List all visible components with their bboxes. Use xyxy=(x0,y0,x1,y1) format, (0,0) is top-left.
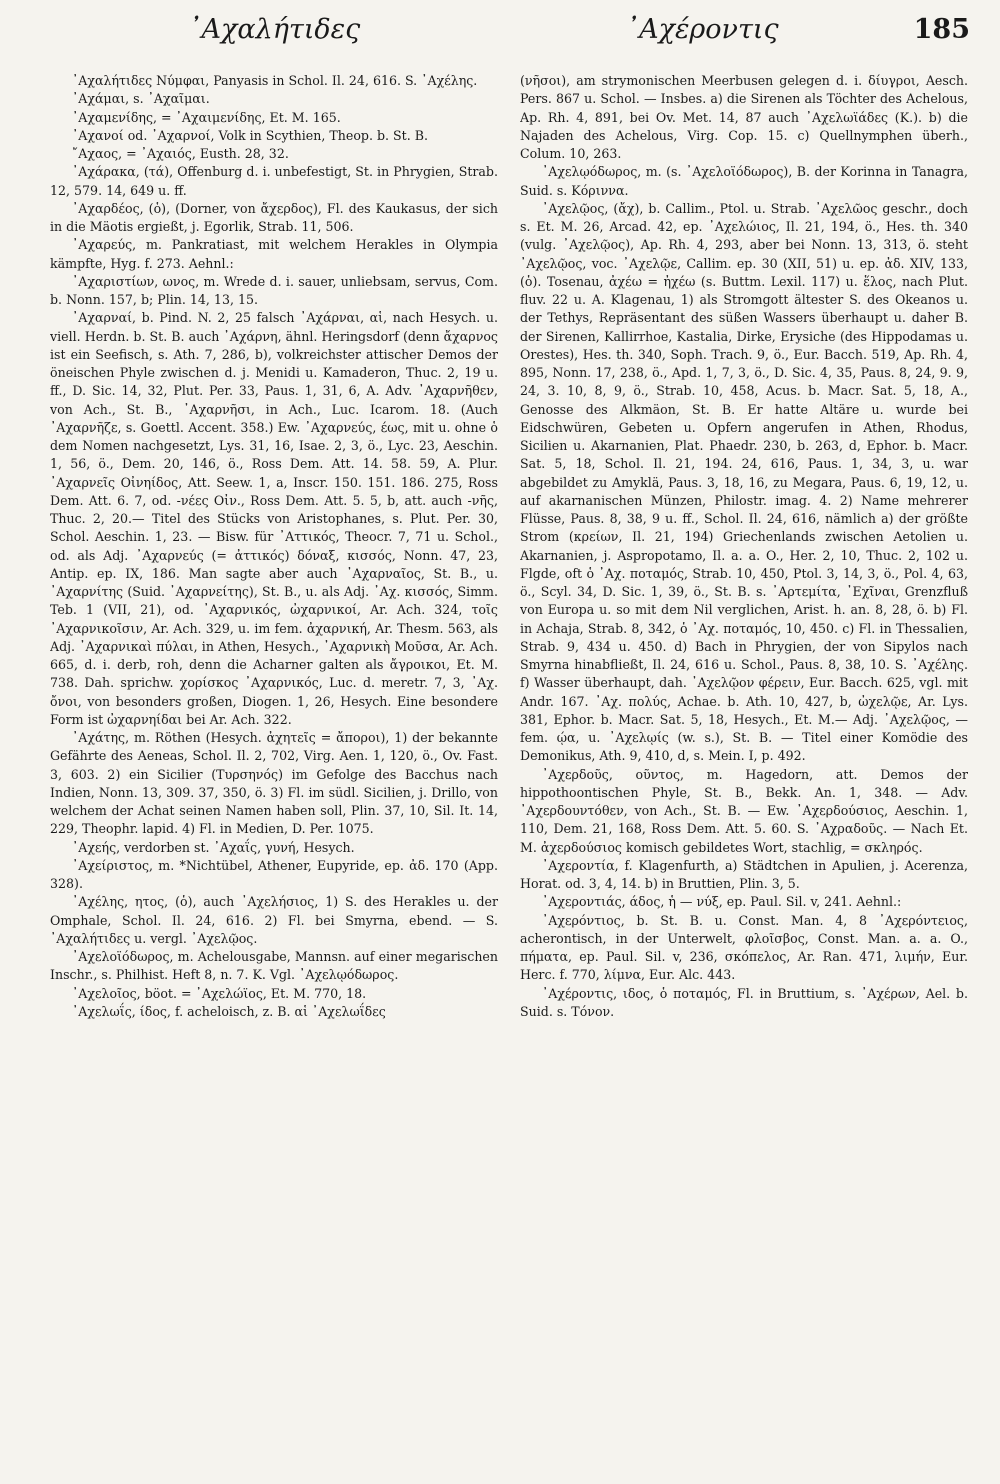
left-column xyxy=(50,72,498,1476)
dictionary-entry: ᾿Αχέλης, ητος, (ὁ), auch ᾿Αχελήσιος, 1) S. des Herakles u. der Omphale, Schol. Il. 24, 616. 2) Fl. bei Smyrna, ebend. — S. ᾿Αχαλήτιδες u. vergl. ᾿Αχελῷος. xyxy=(50,894,498,946)
header-left-catchword: ᾿Αχαλήτιδες xyxy=(188,14,361,45)
dictionary-entry: ᾿Αχεής, verdorben st. ᾿Αχαΐς, γυνή, Hesych. xyxy=(72,839,355,855)
page-number: 185 xyxy=(913,14,970,45)
dictionary-entry: ᾿Αχαρναί, b. Pind. N. 2, 25 falsch ᾿Αχάρναι, αἱ, nach Hesych. u. viell. Herdn. b. St. B. auch ᾿Αχάρνη, ähnl. Heringsdorf (denn ἄχαρνος ist ein Seefisch, s. Ath. 7, 286, b), volkreichster attischer Demos der öneischen Phyle zwischen d. j. Menidi u. Kamaderon, Thuc. 2, 19 u. ff., D. Sic. 14, 32, Plut. Per. 33, Paus. 1, 31, 6, A. Adv. ᾿Αχαρνῆθεν, von Ach., St. B., ᾿Αχαρνῆσι, in Ach., Luc. Icarom. 18. (Auch ᾿Αχαρνῆζε, s. Goettl. Accent. 358.) Ew. ᾿Αχαρνεύς, έως, mit u. ohne ὁ dem Nomen nachgesetzt, Lys. 31, 16, Isae. 2, 3, ö., Lyc. 23, Aeschin. 1, 56, ö., Dem. 20, 146, ö., Ross Dem. Att. 14. 58. 59, A. Plur. ᾿Αχαρνεῖς Οἰνηίδος, Att. Seew. 1, a, Inscr. 150. 151. 186. 275, Ross Dem. Att. 6. 7, od. -νέες Οἰν., Ross Dem. Att. 5. 5, b, att. auch -νῆς, Thuc. 2, 20.— Titel des Stücks von Aristophanes, s. Plut. Per. 30, Schol. Aeschin. 1, 23. — Bisw. für ᾿Αττικός, Theocr. 7, 71 u. Schol., od. als Adj. ᾿Αχαρνεύς (= ἀττικός) δόναξ, κισσός, Nonn. 47, 23, Antip. ep. IX, 186. Man sagte aber auch ᾿Αχαρναῖος, St. B., u. ᾿Αχαρνίτης (Suid. ᾿Αχαρνείτης), St. B., u. als Adj. ᾿Αχ. κισσός, Simm. Teb. 1 (VII, 21), od. ᾿Αχαρνικός, ὠχαρνικοί, Ar. Ach. 324, τοῖς ᾿Αχαρνικοῖσιν, Ar. Ach. 329, u. im fem. ἀχαρνική, Ar. Thesm. 563, als Adj. ᾿Αχαρνικαὶ πύλαι, in Athen, Hesych., ᾿Αχαρνικὴ Μοῦσα, Ar. Ach. 665, d. i. derb, roh, denn die Acharner galten als ἄγροικοι, Et. M. 738. Dah. sprichw. χορίσκος ᾿Αχαρνικός, Luc. d. meretr. 7, 3, ᾿Αχ. ὄνοι, von besonders großen, Diogen. 1, 26, Hesych. Eine besondere Form ist ὠχαρνηίδαι bei Ar. Ach. 322. xyxy=(50,310,498,727)
dictionary-entry: ᾿Αχερόντιος, b. St. B. u. Const. Man. 4, 8 ᾿Αχερόντειος, acherontisch, in der Unterwelt, φλοῖσβος, Const. Man. a. a. O., πήματα, ep. Paul. Sil. v, 236, σκόπελος, Ar. Ran. 471, λιμήν, Eur. Herc. f. 770, λίμνα, Eur. Alc. 443. xyxy=(520,912,968,983)
dictionary-entry: ᾿Αχελοϊόδωρος, m. Achelousgabe, Mannsn. auf einer megarischen Inschr., s. Philhist. Heft 8, n. 7. K. Vgl. ᾿Αχελῳόδωρος. xyxy=(50,949,498,983)
dictionary-entry: ᾿Αχανοί od. ᾿Αχαρνοί, Volk in Scythien, Theop. b. St. B. xyxy=(72,127,428,143)
dictionary-entry: ᾿Αχαρεύς, m. Pankratiast, mit welchem Herakles in Olympia kämpfte, Hyg. f. 273. Aehnl.: xyxy=(50,237,498,271)
header-right-catchword: ᾿Αχέροντις xyxy=(625,14,779,45)
dictionary-entry: ᾿Αχεροντιάς, άδος, ἡ — νύξ, ep. Paul. Sil. v, 241. Aehnl.: xyxy=(542,894,902,910)
dictionary-columns xyxy=(50,72,968,1476)
dictionary-entry: ᾿Αχελῷος, (ἄχ), b. Callim., Ptol. u. Strab. ᾿Αχελῶος geschr., doch s. Et. M. 26, Arcad. 42, ep. ᾿Αχελώιος, Il. 21, 194, ö., Hes. th. 340 (vulg. ᾿Αχελῷος), Ap. Rh. 4, 293, aber bei Nonn. 13, 313, ö. steht ᾿Αχελῷος, voc. ᾿Αχελῷε, Callim. ep. 30 (XII, 51) u. ep. ἀδ. XIV, 133, (ὁ). Tosenau, ἀχέω = ἠχέω (s. Buttm. Lexil. 117) u. ἕλος, nach Plut. fluv. 22 u. A. Klagenau, 1) als Stromgott ältester S. des Okeanos u. der Tethys, Repräsentant des süßen Wassers überhaupt u. daher B. der Sirenen, Kallirrhoe, Kastalia, Dirke, Erysiche (des Hippodamas u. Orestes), Hes. th. 340, Soph. Trach. 9, ö., Eur. Bacch. 519, Ap. Rh. 4, 895, Nonn. 17, 238, ö., Apd. 1, 7, 3, ö., D. Sic. 4, 35, Paus. 8, 24, 9. 9, 24, 3. 10, 8, 9, ö., Strab. 10, 458, Acus. b. Macr. Sat. 5, 18, A., Genosse des Alkmäon, St. B. Er hatte Altäre u. wurde bei Eidschwüren, Gebeten u. Opfern angerufen in Athen, Rhodus, Sicilien u. Akarnanien, Plat. Phaedr. 230, b. 263, d, Ephor. b. Macr. Sat. 5, 18, Schol. Il. 21, 194. 24, 616, Paus. 1, 34, 3, u. war abgebildet zu Amyklä, Paus. 3, 18, 16, zu Megara, Paus. 6, 19, 12, u. auf akarnanischen Münzen, Philostr. imag. 4. 2) Name mehrerer Flüsse, Paus. 8, 38, 9 u. ff., Schol. Il. 24, 616, nämlich a) der größte Strom (κρείων, Il. 21, 194) Griechenlands zwischen Aetolien u. Akarnanien, j. Aspropotamo, Il. a. a. O., Her. 2, 10, Thuc. 2, 102 u. Flgde, oft ὁ ᾿Αχ. ποταμός, Strab. 10, 450, Ptol. 3, 14, 3, ö., Pol. 4, 63, ö., Scyl. 34, D. Sic. 1, 39, ö., St. B. s. ᾿Αρτεμίτα, ᾿Εχῖναι, Grenzfluß von Europa u. so mit dem Nil verglichen, Arist. h. an. 8, 28, ö. b) Fl. in Achaja, Strab. 8, 342, ὁ ᾿Αχ. ποταμός, 10, 450. c) Fl. in Thessalien, Strab. 9, 434 u. 450. d) Bach in Phrygien, der von Sipylos nach Smyrna hinabfließt, Il. 24, 616 u. Schol., Paus. 8, 38, 10. S. ᾿Αχέλης. f) Wasser überhaupt, dah. ᾿Αχελῷον φέρειν, Eur. Bacch. 625, vgl. mit Andr. 167. ᾿Αχ. πολύς, Achae. b. Ath. 10, 427, b, ὠχελῷε, Ar. Lys. 381, Ephor. b. Macr. Sat. 5, 18, Hesych., Et. M.— Adj. ᾿Αχελῷος, — fem. ῴα, u. ᾿Αχελῳίς (w. s.), St. B. — Titel einer Komödie des Demonikus, Ath. 9, 410, d, s. Mein. I, p. 492. xyxy=(520,200,968,764)
dictionary-entry: ᾿Αχερδοῦς, οῦντος, m. Hagedorn, att. Demos der hippothoontischen Phyle, St. B., Bekk. An. 1, 348. — Adv. ᾿Αχερδουντόθεν, von Ach., St. B. — Ew. ᾿Αχερδούσιος, Aeschin. 1, 110, Dem. 21, 168, Ross Dem. Att. 5. 60. S. ᾿Αχραδοῦς. — Nach Et. M. ἀχερδούσιος komisch gebildetes Wort, stachlig, = σκληρός. xyxy=(520,766,968,855)
dictionary-entry: ᾿Αχελοῖος, böot. = ᾿Αχελώϊος, Et. M. 770, 18. xyxy=(72,985,367,1001)
dictionary-entry: ῎Αχαος, = ᾿Αχαιός, Eusth. 28, 32. xyxy=(72,146,289,161)
dictionary-entry: ᾿Αχαρδέος, (ὁ), (Dorner, von ἄχερδος), Fl. des Kaukasus, der sich in die Mäotis ergießt, j. Egorlik, Strab. 11, 506. xyxy=(50,200,498,234)
page-header xyxy=(40,14,970,60)
dictionary-entry: ᾿Αχαμενίδης, = ᾿Αχαιμενίδης, Et. M. 165. xyxy=(72,109,341,125)
dictionary-entry: ᾿Αχαριστίων, ωνος, m. Wrede d. i. sauer, unliebsam, servus, Com. b. Nonn. 157, b; Plin. 14, 13, 15. xyxy=(50,273,498,307)
dictionary-entry: ᾿Αχάμαι, s. ᾿Αχαῖμαι. xyxy=(72,91,210,107)
dictionary-entry: (νῆσοι), am strymonischen Meerbusen gelegen d. i. δίυγροι, Aesch. Pers. 867 u. Schol. — Insbes. a) die Sirenen als Töchter des Achelous, Ap. Rh. 4, 891, bei Ov. Met. 14, 87 auch ᾿Αχελωϊάδες (K.). b) die Najaden des Achelous, Virg. Cop. 15. c) Quellnymphen überh., Colum. 10, 263. xyxy=(520,73,968,161)
dictionary-entry: ᾿Αχαλήτιδες Νύμφαι, Panyasis in Schol. Il. 24, 616. S. ᾿Αχέλης. xyxy=(72,73,478,88)
dictionary-entry: ᾿Αχελῳόδωρος, m. (s. ᾿Αχελοϊόδωρος), B. der Korinna in Tanagra, Suid. s. Κόριννα. xyxy=(520,164,968,198)
dictionary-entry: ᾿Αχείριστος, m. *Nichtübel, Athener, Eupyride, ep. ἀδ. 170 (App. 328). xyxy=(50,857,498,891)
dictionary-entry: ᾿Αχέροντις, ιδος, ὁ ποταμός, Fl. in Bruttium, s. ᾿Αχέρων, Ael. b. Suid. s. Τόνον. xyxy=(520,985,968,1019)
dictionary-entry: ᾿Αχάρακα, (τά), Offenburg d. i. unbefestigt, St. in Phrygien, Strab. 12, 579. 14, 649 u. ff. xyxy=(50,164,498,198)
dictionary-entry: ᾿Αχελωΐς, ίδος, f. acheloisch, z. B. αἱ ᾿Αχελωΐδες xyxy=(72,1003,386,1019)
right-column xyxy=(520,72,968,1476)
dictionary-entry: ᾿Αχάτης, m. Röthen (Hesych. ἀχητεῖς = ἄποροι), 1) der bekannte Gefährte des Aeneas, Schol. Il. 2, 702, Virg. Aen. 1, 120, ö., Ov. Fast. 3, 603. 2) ein Sicilier (Τυρσηνός) im Gefolge des Bacchus nach Indien, Nonn. 13, 309. 37, 350, ö. 3) Fl. im südl. Sicilien, j. Drillo, von welchem der Achat seinen Namen haben soll, Plin. 37, 10, Sil. It. 14, 229, Theophr. lapid. 4) Fl. in Medien, D. Per. 1075. xyxy=(50,730,498,837)
dictionary-entry: ᾿Αχεροντία, f. Klagenfurth, a) Städtchen in Apulien, j. Acerenza, Horat. od. 3, 4, 14. b) in Bruttien, Plin. 3, 5. xyxy=(520,857,968,891)
